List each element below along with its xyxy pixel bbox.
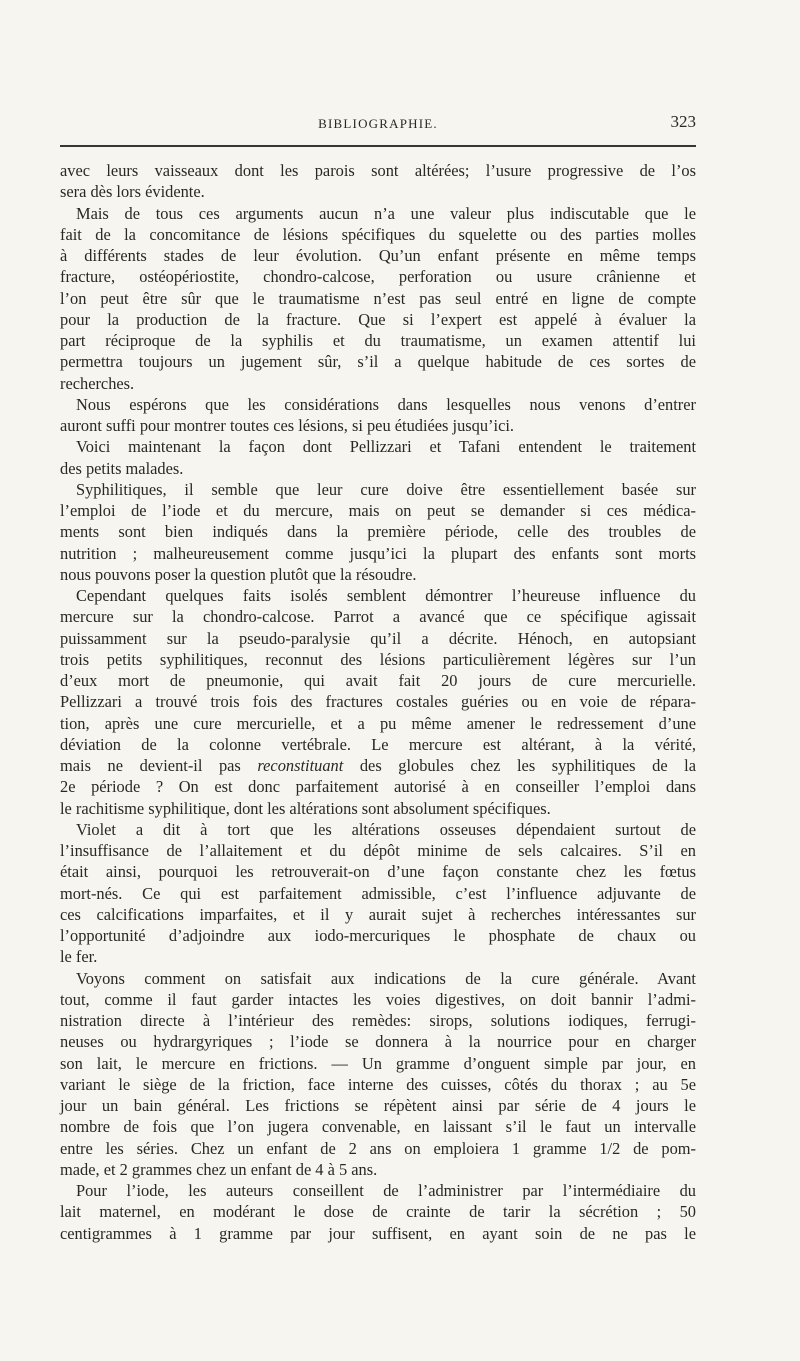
text-line: entre les séries. Chez un enfant de 2 ans on emploiera 1 gramme 1/2 de pom- <box>60 1138 696 1158</box>
text-line: tion, après une cure mercurielle, et a pu même amener le redressement d’une <box>60 713 696 733</box>
text-line: auront suffi pour montrer toutes ces lésions, si peu étudiées jusqu’ici. <box>60 416 514 435</box>
text-line: Pour l’iode, les auteurs conseillent de l’administrer par l’intermédiaire du <box>76 1181 696 1200</box>
text-line: avec leurs vaisseaux dont les parois sont altérées; l’usure progressive de l’os <box>60 161 696 180</box>
text-line: nistration directe à l’intérieur des remèdes: sirops, solutions iodiques, ferrugi- <box>60 1011 696 1030</box>
text-line: recherches. <box>60 373 135 393</box>
text-line: Pellizzari a trouvé trois fois des fractures costales guéries ou en voie de répara- <box>60 692 696 712</box>
body-text <box>60 160 696 1244</box>
page-number: 323 <box>670 112 696 131</box>
text-line: tout, comme il faut garder intactes les voies digestives, on doit bannir l’admi- <box>60 989 696 1009</box>
text-line: variant le siège de la friction, face interne des cuisses, côtés du thorax ; au 5e <box>60 1074 696 1094</box>
running-title: BIBLIOGRAPHIE. <box>318 116 438 131</box>
text-line: des petits malades. <box>60 458 184 478</box>
text-line: puissamment sur la pseudo-paralysie qu’il a décrite. Hénoch, en autopsiant <box>60 628 696 648</box>
text-line: fracture, ostéopériostite, chondro-calcose, perforation ou usure crânienne et <box>60 267 696 287</box>
text-line: l’opportunité d’adjoindre aux iodo-mercuriques le phosphate de chaux ou <box>60 926 696 945</box>
text-line: le fer. <box>60 947 98 967</box>
header-rule <box>60 145 696 147</box>
text-line: Syphilitiques, il semble que leur cure doive être essentiellement basée sur <box>76 479 696 499</box>
text-line: lait maternel, en modérant le dose de crainte de tarir la sécrétion ; 50 <box>60 1202 696 1222</box>
text-line: ces calcifications imparfaites, et il y aurait sujet à recherches intéressantes sur <box>60 904 696 924</box>
text-line: permettra toujours un jugement sûr, s’il a quelque habitude de ces sortes de <box>60 352 696 372</box>
text-line: nutrition ; malheureusement comme jusqu’ici la plupart des enfants sont morts <box>60 543 696 563</box>
text-line: pour la production de la fracture. Que si l’expert est appelé à évaluer la <box>60 309 696 329</box>
text-line: l’on peut être sûr que le traumatisme n’est pas seul entré en ligne de compte <box>60 288 696 308</box>
text-line: Cependant quelques faits isolés semblent démontrer l’heureuse influence du <box>76 586 696 605</box>
text-line: Nous espérons que les considérations dans lesquelles nous venons d’entrer <box>76 394 696 414</box>
text-line: neuses ou hydrargyriques ; l’iode se donnera à la nourrice pour en charger <box>60 1032 696 1052</box>
text-line: part réciproque de la syphilis et du traumatisme, un examen attentif lui <box>60 331 696 350</box>
text-line: mort-nés. Ce qui est parfaitement admissible, c’est l’influence adjuvante de <box>60 883 696 903</box>
text-line: trois petits syphilitiques, reconnut des lésions particulièrement légères sur l’un <box>60 649 696 669</box>
text-line: Violet a dit à tort que les altérations osseuses dépendaient surtout de <box>76 819 696 839</box>
text-line: son lait, le mercure en frictions. — Un gramme d’onguent simple par jour, en <box>60 1053 696 1073</box>
text-line: 2e période ? On est donc parfaitement autorisé à en conseiller l’emploi dans <box>60 777 696 797</box>
text-line: déviation de la colonne vertébrale. Le mercure est altérant, à la vérité, <box>60 734 696 754</box>
text-line: ments sont bien indiqués dans la première période, celle des troubles de <box>60 522 696 542</box>
text-line: à différents stades de leur évolution. Qu’un enfant présente en même temps <box>60 246 696 265</box>
text-line: centigrammes à 1 gramme par jour suffisent, en ayant soin de ne pas le <box>60 1223 696 1243</box>
text-line: fait de la concomitance de lésions spécifiques du squelette ou des parties molles <box>60 224 696 244</box>
text-line: sera dès lors évidente. <box>60 182 205 202</box>
text-line: mais ne devient-il pas reconstituant des globules chez les syphilitiques de la <box>60 756 696 775</box>
text-line: l’insuffisance de l’allaitement et du dépôt minime de sels calcaires. S’il en <box>60 841 696 860</box>
text-line: Mais de tous ces arguments aucun n’a une valeur plus indiscutable que le <box>76 203 696 223</box>
text-line: Voyons comment on satisfait aux indications de la cure générale. Avant <box>76 968 696 988</box>
text-line: Voici maintenant la façon dont Pellizzari et Tafani entendent le traitement <box>76 437 696 457</box>
text-line: nous pouvons poser la question plutôt que la résoudre. <box>60 564 417 584</box>
text-line: made, et 2 grammes chez un enfant de 4 à 5 ans. <box>60 1159 378 1179</box>
text-line: jour un bain général. Les frictions se répètent ainsi par série de 4 jours le <box>60 1096 696 1115</box>
text-line: nombre de fois que l’on jugera convenable, en laissant s’il le faut un intervalle <box>60 1117 696 1137</box>
text-line: était ainsi, pourquoi les retrouverait-on d’une façon constante chez les fœtus <box>60 862 696 882</box>
running-header <box>60 112 696 138</box>
text-line: mercure sur la chondro-calcose. Parrot a avancé que ce spécifique agissait <box>60 607 696 627</box>
text-line: l’emploi de l’iode et du mercure, mais on peut se demander si ces médica- <box>60 501 696 520</box>
italic-word: reconstituant <box>257 756 344 775</box>
text-line: le rachitisme syphilitique, dont les altérations sont absolument spécifiques. <box>60 798 551 818</box>
text-line: d’eux mort de pneumonie, qui avait fait 20 jours de cure mercurielle. <box>60 671 696 690</box>
